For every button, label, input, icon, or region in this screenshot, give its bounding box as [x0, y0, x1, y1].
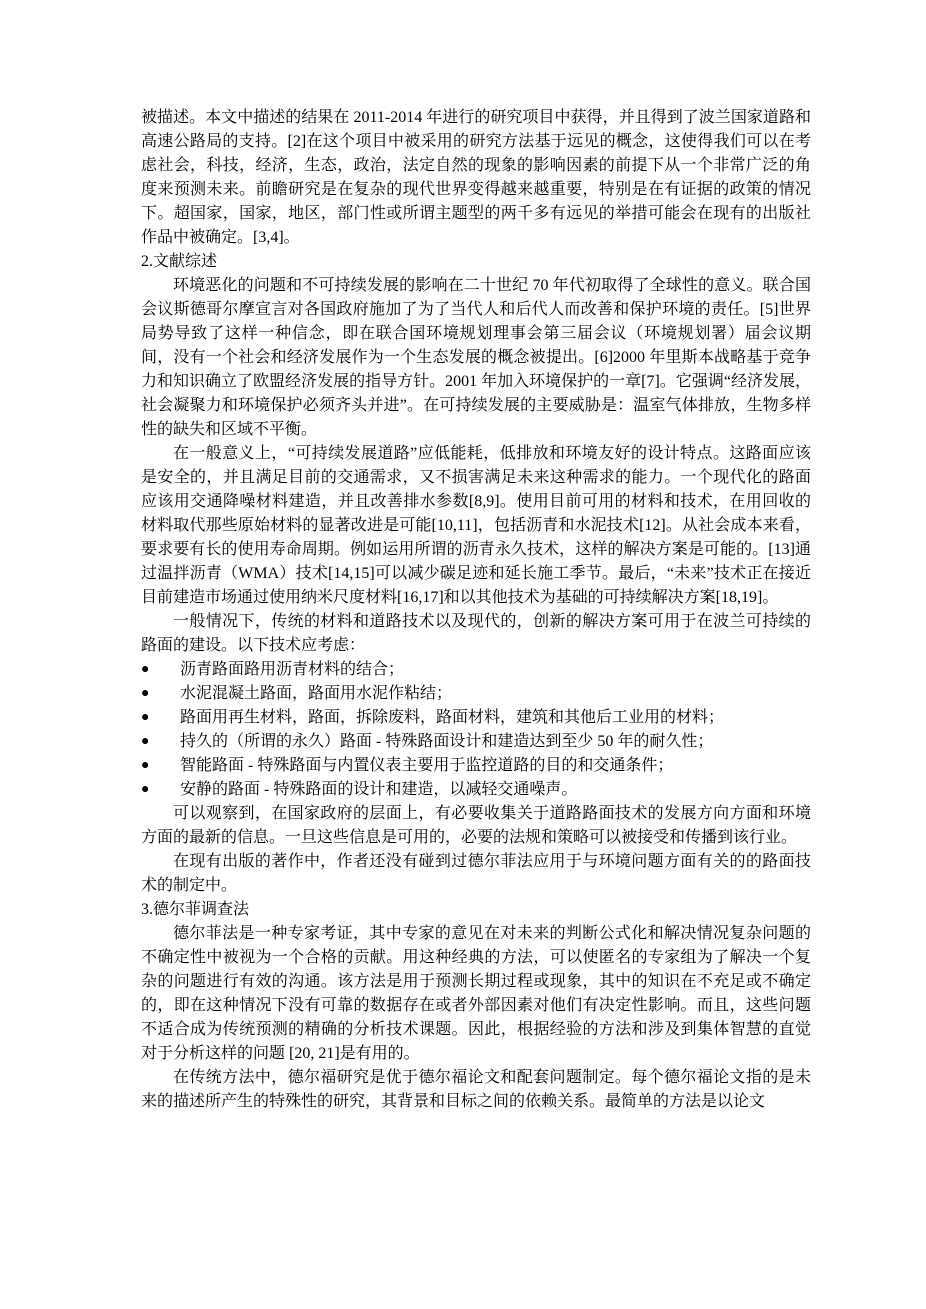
bullet-item — [141, 778, 811, 802]
bullet-item — [141, 682, 811, 706]
bullet-text: 路面用再生材料，路面，拆除废料，路面材料，建筑和其他后工业用的材料； — [180, 709, 725, 726]
bullet-icon: ● — [141, 662, 150, 677]
paragraph: 在一般意义上，“可持续发展道路”应低能耗，低排放和环境友好的设计特点。这路面应该是安全的，并且满足目前的交通需求，又不损害满足未来这种需求的能力。一个现代化的路面应该用交通降噪材料建造，并且改善排水参数[8,9]。使用目前可用的材料和技术，在用回收的材料取代那些原始材料的显著改进是可能[10,11]，包括沥青和水泥技术[12]。从社会成本来看，要求要有长的使用寿命周期。例如运用所谓的沥青永久技术，这样的解决方案是可能的。[13]通过温拌沥青（WMA）技术[14,15]可以减少碳足迹和延长施工季节。最后，“未来”技术正在接近目前建造市场通过使用纳米尺度材料[16,17]和以其他技术为基础的可持续解决方案[18,19]。 — [141, 445, 811, 606]
bullet-item — [141, 754, 811, 778]
bullet-text: 安静的路面 - 特殊路面的设计和建造，以减轻交通噪声。 — [180, 781, 578, 798]
bullet-icon: ● — [141, 734, 150, 749]
bullet-item — [141, 730, 811, 754]
bullet-icon: ● — [141, 710, 150, 725]
bullet-icon: ● — [141, 758, 150, 773]
bullet-text: 持久的（所谓的永久）路面 - 特殊路面设计和建造达到至少 50 年的耐久性； — [180, 733, 714, 750]
bullet-item — [141, 706, 811, 730]
paragraph: 德尔菲法是一种专家考证，其中专家的意见在对未来的判断公式化和解决情况复杂问题的不确定性中被视为一个合格的贡献。用这种经典的方法，可以使匿名的专家组为了解决一个复杂的问题进行有效的沟通。该方法是用于预测长期过程或现象，其中的知识在不充足或不确定的，即在这种情况下没有可靠的数据存在或者外部因素对他们有决定性影响。而且，这些问题不适合成为传统预测的精确的分析技术课题。因此，根据经验的方法和涉及到集体智慧的直觉对于分析这样的问题 [20, 21]是有用的。 — [141, 925, 811, 1062]
bullet-icon: ● — [141, 782, 150, 797]
bullet-text: 智能路面 - 特殊路面与内置仪表主要用于监控道路的目的和交通条件； — [180, 757, 674, 774]
bullet-text: 水泥混凝土路面，路面用水泥作粘结； — [180, 685, 453, 702]
paragraph: 环境恶化的问题和不可持续发展的影响在二十世纪 70 年代初取得了全球性的意义。联合国会议斯德哥尔摩宣言对各国政府施加了为了当代人和后代人而改善和保护环境的责任。[5]世界局势导致了这样一种信念，即在联合国环境规划理事会第三届会议（环境规划署）届会议期间，没有一个社会和经济发展作为一个生态发展的概念被提出。[6]2000 年里斯本战略基于竞争力和知识确立了欧盟经济发展的指导方针。2001 年加入环境保护的一章[7]。它强调“经济发展，社会凝聚力和环境保护必须齐头并进”。在可持续发展的主要威胁是：温室气体排放，生物多样性的缺失和区域不平衡。 — [141, 277, 811, 438]
bullet-item — [141, 658, 811, 682]
paragraph-continuation: 被描述。本文中描述的结果在 2011-2014 年进行的研究项目中获得，并且得到了波兰国家道路和高速公路局的支持。[2]在这个项目中被采用的研究方法基于远见的概念，这使得我们可以在考虑社会，科技，经济，生态，政治，法定自然的现象的影响因素的前提下从一个非常广泛的角度来预测未来。前瞻研究是在复杂的现代世界变得越来越重要，特别是在有证据的政策的情况下。超国家，国家，地区，部门性或所谓主题型的两千多有远见的举措可能会在现有的出版社作品中被确定。[3,4]。 — [141, 109, 811, 246]
bullet-text: 沥青路面路用沥青材料的结合； — [180, 661, 405, 678]
paragraph: 一般情况下，传统的材料和道路技术以及现代的，创新的解决方案可用于在波兰可持续的路面的建设。以下技术应考虑： — [141, 613, 811, 654]
bullet-icon: ● — [141, 686, 150, 701]
paragraph: 可以观察到，在国家政府的层面上，有必要收集关于道路路面技术的发展方向方面和环境方面的最新的信息。一旦这些信息是可用的，必要的法规和策略可以被接受和传播到该行业。 — [141, 805, 811, 846]
paragraph: 在现有出版的著作中，作者还没有碰到过德尔菲法应用于与环境问题方面有关的的路面技术的制定中。 — [141, 853, 811, 894]
document-body — [141, 106, 811, 1114]
section-heading-delphi-method: 3.德尔菲调查法 — [141, 901, 250, 918]
section-heading-literature-review: 2.文献综述 — [141, 253, 218, 270]
paragraph: 在传统方法中，德尔福研究是优于德尔福论文和配套问题制定。每个德尔福论文指的是未来的描述所产生的特殊性的研究，其背景和目标之间的依赖关系。最简单的方法是以论文 — [141, 1069, 811, 1110]
